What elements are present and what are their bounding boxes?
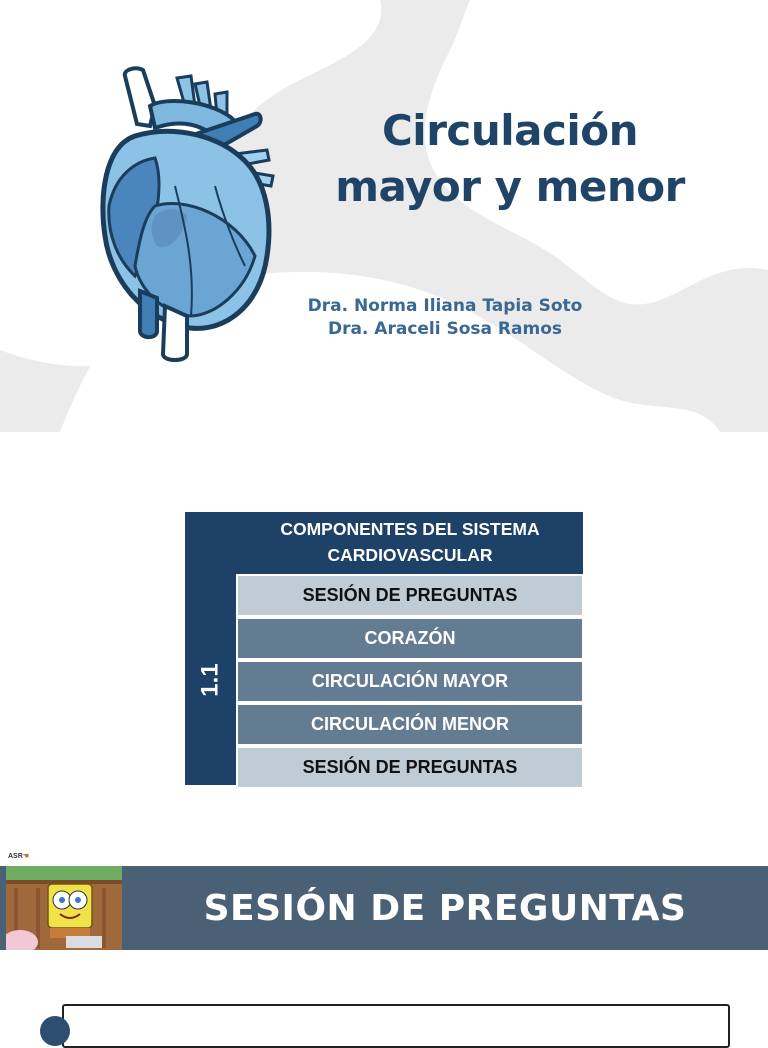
cartoon-thumbnail — [6, 866, 122, 950]
toc-item-heart[interactable]: CORAZÓN — [238, 619, 582, 658]
table-of-contents-slide — [0, 432, 768, 864]
content-panel — [62, 1004, 730, 1048]
author-name-1: Dra. Norma Iliana Tapia Soto — [307, 296, 583, 316]
toc-header-line1: COMPONENTES DEL SISTEMA — [280, 519, 540, 539]
bullet-circle — [40, 1016, 70, 1046]
toc-item-minor-circulation[interactable]: CIRCULACIÓN MENOR — [238, 705, 582, 744]
toc-item-major-circulation[interactable]: CIRCULACIÓN MAYOR — [238, 662, 582, 701]
questions-slide — [0, 853, 768, 1024]
author-name-2: Dra. Araceli Sosa Ramos — [327, 319, 563, 339]
slide-title-line1: Circulación — [381, 106, 638, 155]
toc-item-questions-2[interactable]: SESIÓN DE PREGUNTAS — [238, 748, 582, 787]
hand-icon: ☚ — [22, 853, 30, 860]
title-slide — [0, 0, 768, 432]
section-number — [185, 574, 236, 785]
heart-illustration — [95, 66, 280, 366]
toc-header-title — [237, 516, 583, 568]
cartoon-image — [6, 866, 122, 950]
banner-title: SESIÓN DE PREGUNTAS — [203, 887, 687, 929]
toc-header-line2: CARDIOVASCULAR — [327, 545, 493, 565]
asr-logo — [8, 852, 29, 860]
toc-item-questions-1[interactable]: SESIÓN DE PREGUNTAS — [238, 576, 582, 615]
asr-logo-text: ASR — [8, 853, 23, 860]
slide-title-line2: mayor y menor — [335, 162, 685, 211]
section-number-label: 1.1 — [196, 662, 224, 697]
